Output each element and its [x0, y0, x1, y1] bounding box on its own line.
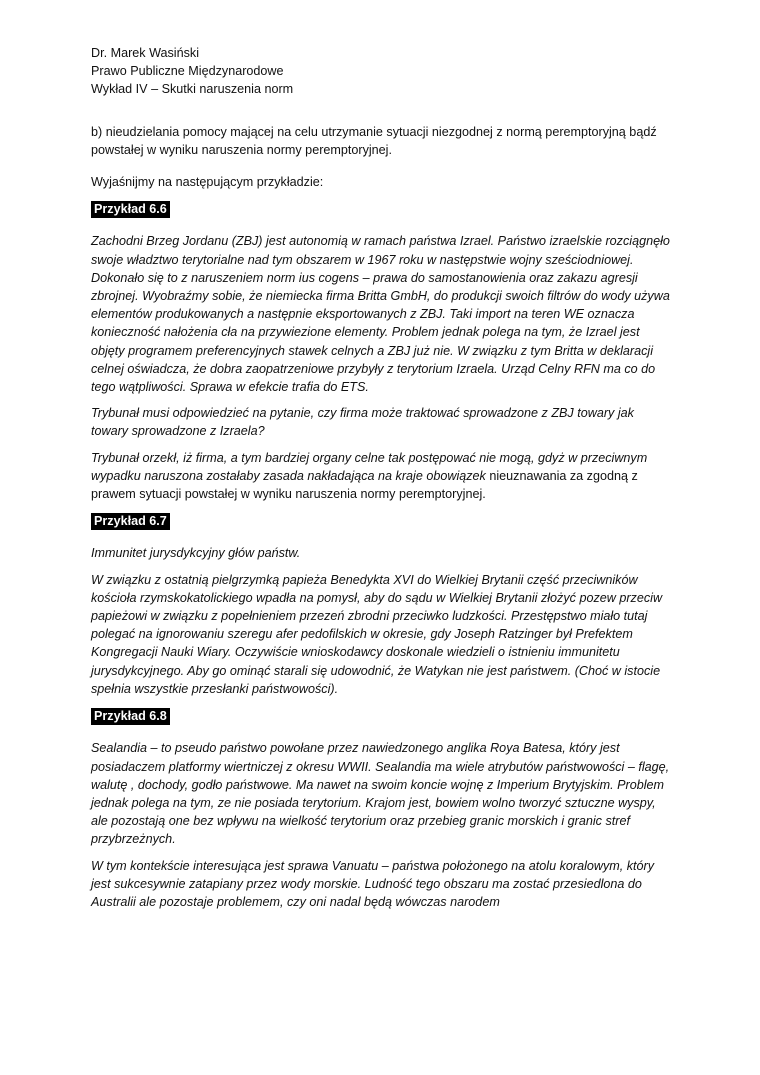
course-title: Prawo Publiczne Międzynarodowe [91, 64, 284, 79]
example-6-6-paragraph-3 [91, 449, 674, 504]
example-6-6-label: Przykład 6.6 [91, 201, 170, 218]
lecture-title: Wykład IV – Skutki naruszenia norm [91, 82, 294, 97]
example-6-8-label-wrap [91, 707, 674, 725]
example-6-7-label: Przykład 6.7 [91, 513, 170, 530]
intro-explain: Wyjaśnijmy na następującym przykładzie: [91, 175, 324, 190]
example-6-8-label: Przykład 6.8 [91, 708, 170, 725]
example-6-6-label-wrap [91, 200, 674, 218]
example-6-7-label-wrap [91, 512, 674, 530]
document-header [91, 44, 674, 99]
example-6-6-paragraph-3-italic: Trybunał orzekł, iż firma, a tym bardziej organy celne tak postępować nie mogą, gdyż w przeciwnym wypadku naruszona zostałaby zasada nakładająca na kraje obowiązek [91, 450, 648, 483]
example-6-6-paragraph-3-normal: nieuznawania za zgodną z prawem sytuacji powstałej w wyniku naruszenia normy peremptoryjnej. [91, 468, 638, 502]
example-6-6-paragraph-2: Trybunał musi odpowiedzieć na pytanie, czy firma może traktować sprowadzone z ZBJ towary jak towary sprowadzone z Izraela? [91, 406, 634, 439]
example-6-7-paragraph-2: W związku z ostatnią pielgrzymką papieża Benedykta XVI do Wielkiej Brytanii część przeciwników kościoła rzymskokatolickiego wpadła na pomysł, aby do sądu w Wielkiej Brytanii złożyć pozew przeciw papieżowi w związku z popełnieniem przezeń zbrodni przeciwko ludzkości. Przestępstwo miało tutaj polegać na ignorowaniu szeregu afer pedofilskich w okresie, gdy Joseph Ratzinger był Prefektem Kongregacji Nauki Wiary. Oczywiście wnioskodawcy doskonale wiedzieli o istnieniu immunitetu jurysdykcyjnego. Aby go ominąć starali się udowodnić, że Watykan nie jest państwem. (Choć w istocie spełnia wszystkie przesłanki państwowości). [91, 572, 663, 696]
example-6-6-paragraph-1: Zachodni Brzeg Jordanu (ZBJ) jest autonomią w ramach państwa Izrael. Państwo izraelskie rozciągnęło swoje władztwo terytorialne nad tym obszarem w 1967 roku w następstwie wojny sześciodniowej. Dokonało się to z naruszeniem norm ius cogens – prawa do samostanowienia oraz zakazu agresji zbrojnej. Wyobraźmy sobie, że niemiecka firma Britta GmbH, do produkcji swoich filtrów do wody używa elementów produkowanych a następnie eksportowanych z ZBJ. Taki import na teren WE oznacza konieczność nałożenia cła na przywiezione elementy. Problem jednak polega na tym, że Izrael jest objęty programem preferencyjnych stawek celnych a ZBJ już nie. W związku z tym Britta w deklaracji celnej oświadcza, że dobra zaopatrzeniowe przybyły z terytorium Izraela. Urząd Celny RFN ma co do tego wątpliwości. Sprawa w efekcie trafia do ETS. [91, 234, 670, 395]
example-6-7-paragraph-1: Immunitet jurysdykcyjny głów państw. [91, 546, 301, 561]
example-6-8-paragraph-2: W tym kontekście interesująca jest sprawa Vanuatu – państwa położonego na atolu koralowym, który jest sukcesywnie zatapiany przez wody morskie. Ludność tego obszaru ma zostać przesiedlona do Australii ale pozostaje problemem, czy oni nadal będą wówczas narodem [91, 858, 655, 909]
author-name: Dr. Marek Wasiński [91, 46, 199, 60]
intro-point-b: b) nieudzielania pomocy mającej na celu utrzymanie sytuacji niezgodnej z normą peremptoryjną bądź powstałej w wyniku naruszenia normy peremptoryjnej. [91, 124, 657, 157]
example-6-8-paragraph-1: Sealandia – to pseudo państwo powołane przez nawiedzonego anglika Roya Batesa, który jest posiadaczem platformy wiertniczej z okresu WWII. Sealandia ma wiele atrybutów państwowości – flagę, walutę , dochody, godło państwowe. Ma nawet na swoim koncie wojnę z Imperium Brytyjskim. Problem jednak polega na tym, ze nie posiada terytorium. Krajom jest, bowiem wolno tworzyć sztuczne wyspy, ale pozostają one bez wpływu na wielkość terytorium oraz przebieg granic morskich i granic stref przybrzeżnych. [91, 741, 670, 847]
